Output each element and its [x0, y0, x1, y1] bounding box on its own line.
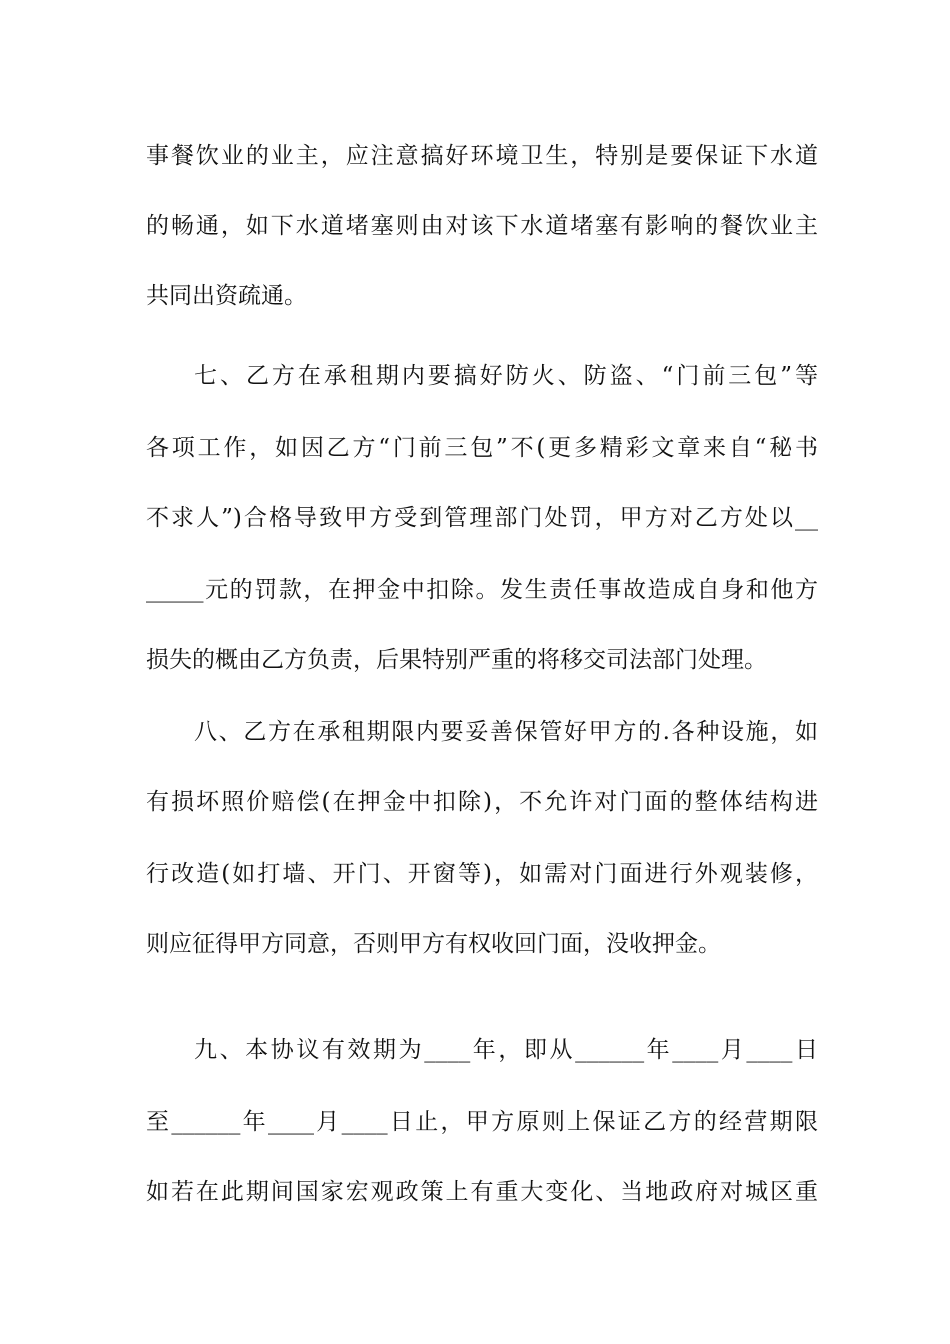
paragraph-8-start: 八、乙方在承租期限内要妥善保管好甲方的.各种设施，如 — [194, 719, 818, 745]
text-line: 行改造(如打墙、开门、开窗等)，如需对门面进行外观装修， — [146, 861, 818, 887]
text-line: _____元的罚款，在押金中扣除。发生责任事故造成自身和他方 — [146, 577, 818, 603]
paragraph-9-start: 九、本协议有效期为____年，即从______年____月____日 — [194, 1037, 818, 1063]
text-line: 至______年____月____日止，甲方原则上保证乙方的经营期限 — [146, 1109, 818, 1135]
text-line: 损失的概由乙方负责，后果特别严重的将移交司法部门处理。 — [146, 647, 767, 673]
text-line: 如若在此期间国家宏观政策上有重大变化、当地政府对城区重 — [146, 1179, 818, 1205]
text-line: 共同出资疏通。 — [146, 283, 307, 309]
text-line: 不求人”)合格导致甲方受到管理部门处罚，甲方对乙方处以__ — [146, 505, 818, 531]
text-line: 的畅通，如下水道堵塞则由对该下水道堵塞有影响的餐饮业主 — [146, 213, 818, 239]
paragraph-7-start: 七、乙方在承租期内要搞好防火、防盗、“门前三包”等 — [194, 363, 818, 389]
text-line: 各项工作，如因乙方“门前三包”不(更多精彩文章来自“秘书 — [146, 435, 818, 461]
text-line: 有损坏照价赔偿(在押金中扣除)，不允许对门面的整体结构进 — [146, 789, 818, 815]
text-line: 则应征得甲方同意，否则甲方有权收回门面，没收押金。 — [146, 931, 721, 957]
text-line: 事餐饮业的业主，应注意搞好环境卫生，特别是要保证下水道 — [146, 143, 818, 169]
